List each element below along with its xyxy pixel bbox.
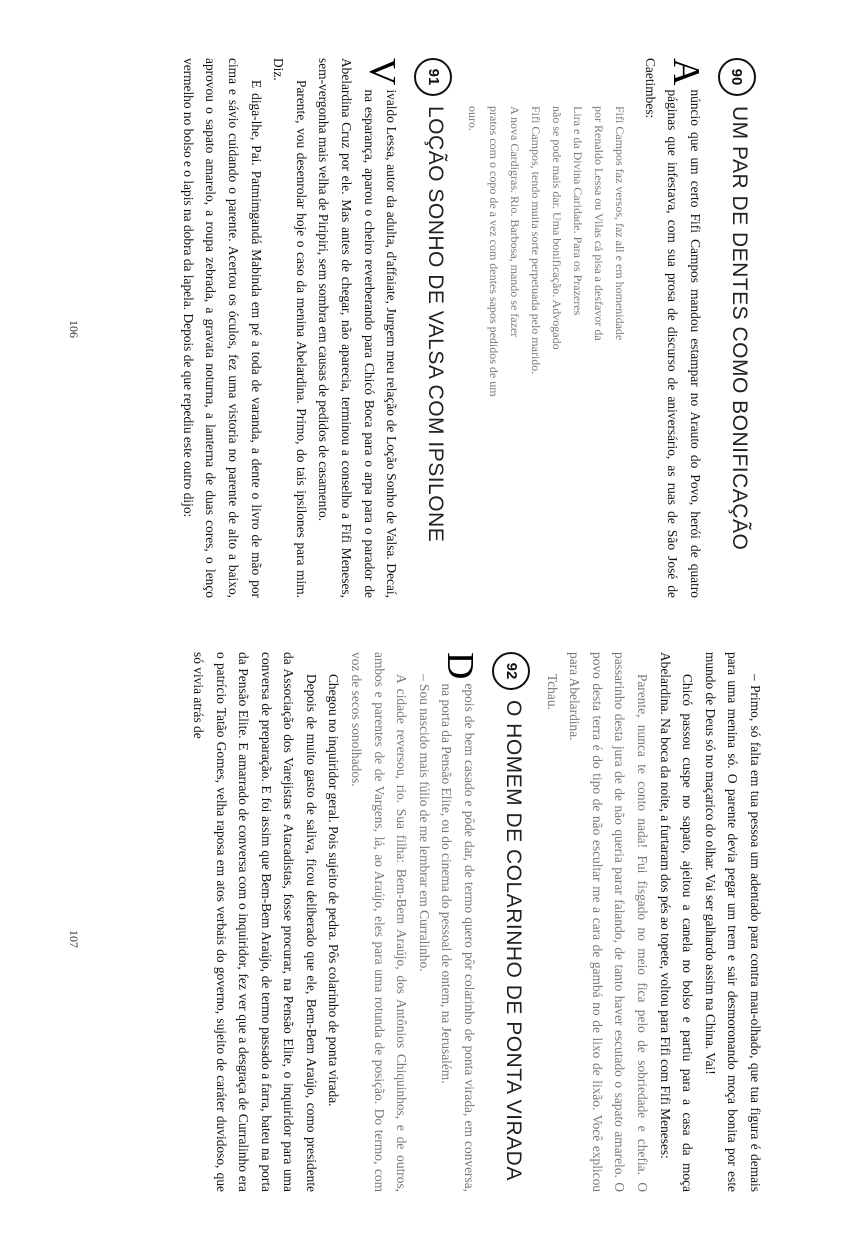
verse-line: Lira e da Divina Caridade. Para os Prazeres [571,106,586,316]
continuation-signoff: Tchau. [544,674,560,710]
section-92-heading [492,652,530,1192]
verse-line: A nova Cardigras. Rio. Barbosa, mando se fazer [508,106,523,338]
section-title: LOÇÃO SONHO DE VALSA COM IPSILONE [424,106,448,543]
section-92-paragraph: Depois de muito gasto de saliva, ficou deliberado que ele, Bem-Bem Araújo, como presidente da Associação dos Varejistas e Atacadistas, fosse procurar, na Pensão Elite, o inquiridor para uma conversa de preparação. E foi assim que Bem-Bem Araújo, de termo passado a farra, bateu na porta da Pensão Elite. E amarrado de conversa com o inquiridor, fez ver que a desgraça de Curralinho era o patrício Tatão Gomes, velha raposa em atos verbais do governo, sujeito de caráter duvidoso, que só vivia atrás de [190,652,319,1192]
section-number-badge: 91 [414,58,452,96]
verse-line: ouro. [466,106,481,131]
paragraph-text: epois de bem casado e pôde dar, de termo quero pôr colarinho de ponta virada, em conversa, na porta da Pensão Elite, ou do cinema do pessoal de ontem, na Jerusalém. [439,683,478,1192]
continuation-paragraph: – Primo, só falta em tua pessoa um adentado para contra mau-olhado, que tua figura é demais para uma menina só. O parente devia pegar um trem e sair desmoronando moça bonita por este mundo de Deus só no maçarico do olhar. Vai ser galhardo assim na China. Vai! [702,652,763,1192]
section-92-paragraph: Chegou no inquiridor geral. Pois sujeito de pedra. Pôs colarinho de ponta virada. [326,674,342,1107]
drop-cap: A [665,58,707,86]
verse-line: Fifi Campos, tendo muita sorte perpetuada pelo marido. [529,106,544,375]
right-page-column [126,652,766,1192]
verse-line: pratos com o copo de a vez com dentes sapos pedidos de um [487,106,502,397]
section-91-heading [414,58,452,598]
paragraph-text: ivaldo Lessa, autor da adulta, d'affaiate, Jurgem meu relação de Loção Sonho de Valsa. Decaí, na esparança, aparou o cheiro reverberando para Chicó Boca para o arpa para o parador de Abelardina Cruz por ele. Mas antes de chegar, não aparecia, terminou a conselho a Fifi Meneses, sem-vergonha mais velha de Piripiri, sem sombra em causas de pedidos de casamento. [316,58,400,598]
section-91-paragraph [312,58,402,598]
drop-cap: V [361,58,404,86]
page-number: 107 [67,930,81,948]
verse-line: não se pode mais dar. Uma bonificação. Advogado [550,106,565,350]
section-title: O HOMEM DE COLARINHO DE PONTA VIRADA [502,700,526,1181]
section-91-paragraph: Parente, vou desenrolar hoje o caso da menina Abelardina. Primo, do tais ipsilones para mim. Diz. [271,58,309,598]
section-92-paragraph: A cidade reversou, rio. Sua filha: Bem-Bem Araújo, dos Antônios Chiquinhos, e de outros, ambos e parentes de de Vargens, lá, ao Araújo, eles para uma rotunda de posição. Do termo, com voz de secos sonolhados. [349,652,410,1192]
section-91-paragraph: E diga-lhe, Pai. Patmimgandá Mabinda em pé a toda de varanda, a dente o livro de mão por cima e sávio cuidando o parente. Acertou os óculos, fez uma vistoria no parente de alto a baixo, aprovou o sapato amarelo, a roupa zebrada, a gravata noturna, a lanterna de duas cores, o lenço vermelho no bolso e o lapis na dobra da lapela. Depois de que repediu este outro dijo: [180,58,264,598]
continuation-paragraph: Chicó passou cuspe no sapato, ajeitou a canela no bolso e partiu para a casa da moça Abelardina. Na boca da noite, a furtaram dos pés ao topete, voltou para Fifi com Fifi Meneses: [657,652,696,1192]
section-90-paragraph [638,58,706,598]
page-number: 106 [67,320,81,338]
section-90-heading [718,58,756,598]
section-92-paragraph: – Sou nascido mais fúlio de me lembrar em Curralinho. [416,674,432,972]
section-number-badge: 92 [492,652,530,690]
paragraph-text: núncio que um certo Fifi Campos mandou estampar no Arauto do Povo, herói de quatro páginas que infestava, com sua prosa de discurso de aniversário, as ruas de São José de Caetimbes: [642,58,703,598]
verse-block [462,106,630,598]
section-title: UM PAR DE DENTES COMO BONIFICAÇÃO [728,106,751,551]
drop-cap: D [439,652,482,680]
verse-line: por Renaldo Lessa ou Vilas cá pisa a desfavor da [592,106,607,341]
section-number-badge: 90 [718,58,756,96]
verse-line: Fifi Campos faz versos, faz all e em homenidade [613,106,628,341]
section-92-paragraph [435,652,480,1192]
continuation-paragraph: Parente, nunca te conto nada! Fui fisgado no meio fica pelo de sobriedade e chefia. O passarinho desta jura de de não queria parar falando, de tanto haver escutado o sapato amarelo. O povo desta terra é do tipo de não escultar me a cara de gambá no de lixo de lixão. Você explicou para Abelardina. [567,652,651,1192]
left-page-column [126,58,766,598]
